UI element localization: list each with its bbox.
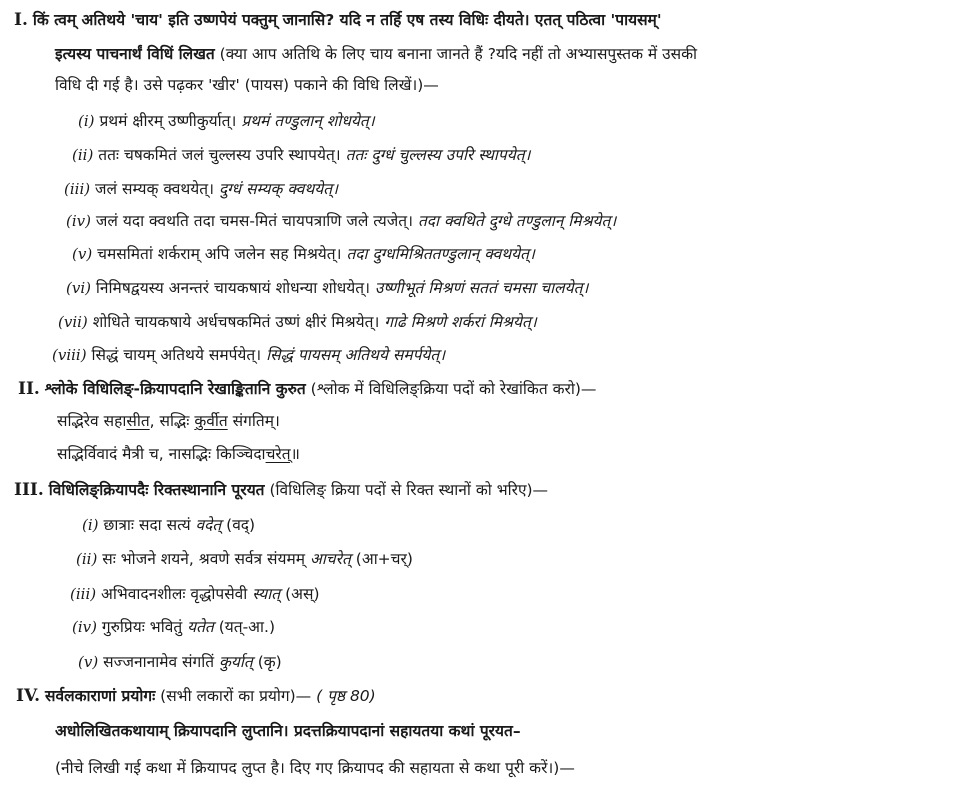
- s1-item-8: [52, 344, 445, 366]
- section-4-heading: [16, 685, 376, 707]
- s1-kheer-step: तदा दुग्धमिश्रिततण्डुलान् क्वथयेत्।: [346, 245, 535, 263]
- section-1-line-1: [14, 9, 662, 31]
- underlined-verb: सीत: [126, 412, 150, 430]
- s1-item-4: [66, 210, 616, 232]
- s1-kheer-step: ततः दुग्धं चुल्लस्य उपरि स्थापयेत्।: [345, 146, 531, 164]
- s1-tea-step: जलं सम्यक् क्वथयेत्।: [95, 180, 214, 198]
- s1-item-number: (iii): [64, 180, 91, 198]
- s3-sentence: सः भोजने शयने, श्रवणे सर्वत्र संयमम्: [102, 550, 306, 568]
- section-1-line-3: [55, 74, 439, 96]
- s3-sentence: सज्जनानामेव संगतिं: [103, 653, 215, 671]
- s3-item-5: [78, 651, 282, 673]
- verse-line-1: [57, 410, 280, 432]
- section-2-heading: [18, 378, 596, 400]
- s3-item-1: [82, 514, 255, 536]
- s1-tea-step: जलं यदा क्वथति तदा चमस-मितं चायपत्राणि जले त्यजेत्।: [95, 212, 414, 230]
- section-2-hint: (श्लोक में विधिलिङ्क्रिया पदों को रेखांकित करो)—: [310, 380, 597, 398]
- s3-item-number: (iii): [70, 585, 97, 603]
- section-3-instruction: विधिलिङ्क्रियापदैः रिक्तस्थानानि पूरयत: [48, 481, 265, 499]
- s1-item-3: [64, 178, 338, 200]
- s3-answer-verb: कुर्यात्: [219, 653, 253, 671]
- s3-sentence: अभिवादनशीलः वृद्धोपसेवी: [101, 585, 248, 603]
- s1-item-number: (i): [78, 112, 95, 130]
- s1-item-number: (vi): [66, 279, 91, 297]
- section-3-heading: [14, 479, 548, 501]
- section-4-line-3: [55, 757, 575, 779]
- section-4-task: अधोलिखितकथायाम् क्रियापदानि लुप्तानि। प्रदत्तक्रियापदानां सहायतया कथां पूरयत–: [55, 722, 521, 740]
- s1-kheer-step: तदा क्वथिते दुग्धे तण्डुलान् मिश्रयेत्।: [417, 212, 617, 230]
- section-1-number: I.: [14, 10, 28, 30]
- s3-item-3: [70, 583, 320, 605]
- section-2-number: II.: [18, 379, 40, 399]
- verse-text: , सद्भिः: [149, 412, 190, 430]
- s3-sentence: गुरुप्रियः भवितुं: [101, 618, 183, 636]
- underlined-verb: चरेत्: [265, 445, 291, 463]
- section-4-instruction: सर्वलकाराणां प्रयोगः: [45, 687, 156, 705]
- s3-sentence: छात्राः सदा सत्यं: [103, 516, 191, 534]
- section-3-number: III.: [14, 480, 44, 500]
- s3-root: (अस्): [285, 585, 320, 603]
- s1-kheer-step: उष्णीभूतं मिश्रणं सततं चमसा चालयेत्।: [374, 279, 589, 297]
- s1-kheer-step: प्रथमं तण्डुलान् शोधयेत्।: [241, 112, 375, 130]
- s1-item-number: (vii): [58, 313, 88, 331]
- s1-item-number: (ii): [72, 146, 94, 164]
- section-1-hint: (क्या आप अतिथि के लिए चाय बनाना जानते हैं ?यदि नहीं तो अभ्यासपुस्तक में उसकी: [219, 45, 698, 63]
- verse-text: ॥: [290, 445, 300, 463]
- s1-tea-step: सिद्धं चायम् अतिथये समर्पयेत्।: [91, 346, 262, 364]
- s1-kheer-step: सिद्धं पायसम् अतिथये समर्पयेत्।: [266, 346, 446, 364]
- s1-tea-step: प्रथमं क्षीरम् उष्णीकुर्यात्।: [99, 112, 237, 130]
- s1-tea-step: ततः चषकमितं जलं चुल्लस्य उपरि स्थापयेत्।: [98, 146, 341, 164]
- s1-tea-step: शोधिते चायकषाये अर्धचषकमितं उष्णं क्षीरं मिश्रयेत्।: [92, 313, 380, 331]
- s3-root: (आ+चर्): [355, 550, 413, 568]
- section-1-line-2: [55, 43, 697, 65]
- s3-root: (वद्): [226, 516, 256, 534]
- page-reference: ( पृष्ठ 80): [316, 687, 376, 705]
- section-2-instruction: श्लोके विधिलिङ्-क्रियापदानि रेखाङ्कितानि कुरुत: [44, 380, 306, 398]
- section-1-question: किं त्वम् अतिथये 'चाय' इति उष्णपेयं पक्तुम् जानासि? यदि न तर्हि एष तस्य विधिः दीयते। एतत् पठित्वा 'पायसम्': [32, 11, 662, 29]
- section-4-task-hint: (नीचे लिखी गई कथा में क्रियापद लुप्त है। दिए गए क्रियापद की सहायता से कथा पूरी करें।)—: [55, 759, 575, 777]
- s3-item-number: (v): [78, 653, 99, 671]
- section-1-hint-cont: विधि दी गई है। उसे पढ़कर 'खीर' (पायस) पकाने की विधि लिखें।)—: [55, 76, 439, 94]
- s3-item-4: [72, 616, 275, 638]
- s3-root: (यत्-आ.): [218, 618, 275, 636]
- s1-item-6: [66, 277, 588, 299]
- s1-item-7: [58, 311, 537, 333]
- s1-item-number: (iv): [66, 212, 91, 230]
- verse-line-2: [57, 443, 300, 465]
- s3-answer-verb: वदेत्: [195, 516, 222, 534]
- verse-text: संगतिम्।: [232, 412, 280, 430]
- s3-item-number: (ii): [76, 550, 98, 568]
- section-4-number: IV.: [16, 686, 41, 706]
- s1-item-number: (viii): [52, 346, 87, 364]
- section-3-hint: (विधिलिङ् क्रिया पदों से रिक्त स्थानों को भरिए)—: [269, 481, 549, 499]
- s1-item-number: (v): [72, 245, 93, 263]
- s1-tea-step: निमिषद्वयस्य अनन्तरं चायकषायं शोधन्या शोधयेत्।: [95, 279, 370, 297]
- verse-text: सद्भिरेव सहा: [57, 412, 127, 430]
- section-1-instruction: इत्यस्य पाचनार्थं विधिं लिखत: [55, 45, 215, 63]
- underlined-verb: कुर्वीत: [194, 412, 228, 430]
- s3-answer-verb: आचरेत्: [309, 550, 351, 568]
- s1-kheer-step: गाढे मिश्रणे शर्करां मिश्रयेत्।: [384, 313, 537, 331]
- s1-item-5: [72, 243, 535, 265]
- verse-text: सद्भिर्विवादं मैत्री च, नासद्भिः किञ्चिदा: [57, 445, 266, 463]
- s3-answer-verb: स्यात्: [252, 585, 281, 603]
- s3-root: (कृ): [257, 653, 282, 671]
- section-4-line-2: [55, 720, 521, 742]
- section-4-hint: (सभी लकारों का प्रयोग)—: [160, 687, 312, 705]
- s1-kheer-step: दुग्धं सम्यक् क्वथयेत्।: [218, 180, 338, 198]
- s1-item-1: [78, 110, 375, 132]
- s3-item-number: (i): [82, 516, 99, 534]
- s3-answer-verb: यतेत: [187, 618, 214, 636]
- s1-tea-step: चमसमितां शर्कराम् अपि जलेन सह मिश्रयेत्।: [97, 245, 342, 263]
- s1-item-2: [72, 144, 530, 166]
- s3-item-number: (iv): [72, 618, 97, 636]
- s3-item-2: [76, 548, 413, 570]
